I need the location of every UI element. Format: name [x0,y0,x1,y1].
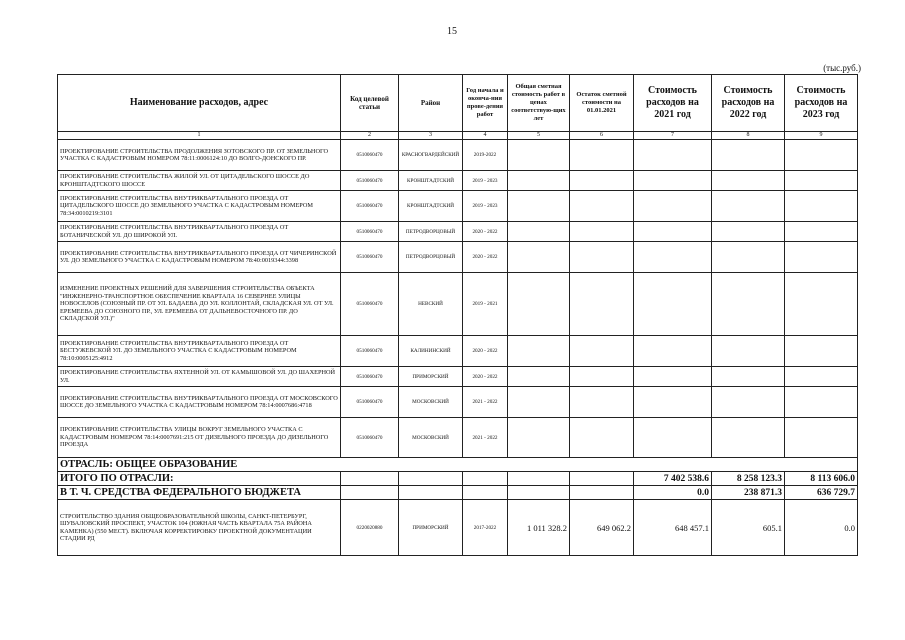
row-cost-2021 [634,242,712,273]
column-number-row [58,132,858,140]
row-balance: 649 062.2 [570,500,634,556]
row-cost-2021 [634,418,712,458]
total-cost-2021: 7 402 538.6 [634,472,712,486]
header-district: Район [399,75,463,132]
column-number: 1 [58,132,341,140]
column-number: 4 [463,132,508,140]
federal-label: В Т. Ч. СРЕДСТВА ФЕДЕРАЛЬНОГО БЮДЖЕТА [58,486,341,500]
row-total [508,140,570,171]
column-number: 9 [785,132,858,140]
column-number: 8 [712,132,785,140]
column-number: 7 [634,132,712,140]
header-total-cost: Общая сметная стоимость работ в ценах соответствую-щих лет [508,75,570,132]
row-district: КАЛИНИНСКИЙ [399,336,463,367]
row-total [508,336,570,367]
row-name: ПРОЕКТИРОВАНИЕ СТРОИТЕЛЬСТВА ВНУТРИКВАРТАЛЬНОГО ПРОЕЗДА ОТ БОТАНИЧЕСКОЙ УЛ. ДО ШИРОКОЙ УЛ. [58,222,341,242]
header-cost-2023: Стоимость расходов на 2023 год [785,75,858,132]
row-years: 2019 - 2023 [463,191,508,222]
row-code: 0510060470 [341,140,399,171]
row-balance [570,171,634,191]
row-balance [570,242,634,273]
row-total [508,367,570,387]
row-name: ПРОЕКТИРОВАНИЕ СТРОИТЕЛЬСТВА ЯХТЕННОЙ УЛ. ОТ КАМЫШОВОЙ УЛ. ДО ШАХЕРНОЙ УЛ. [58,367,341,387]
row-district: ПЕТРОДВОРЦОВЫЙ [399,242,463,273]
row-cost-2023 [785,367,858,387]
row-cost-2022 [712,242,785,273]
row-years: 2017-2022 [463,500,508,556]
row-balance [570,273,634,336]
row-district: МОСКОВСКИЙ [399,387,463,418]
header-balance: Остаток сметной стоимости на 01.01.2021 [570,75,634,132]
row-cost-2021 [634,222,712,242]
row-district: КРАСНОГВАРДЕЙСКИЙ [399,140,463,171]
row-cost-2023 [785,418,858,458]
industry-total-row [58,472,858,486]
row-district: ПРИМОРСКИЙ [399,500,463,556]
row-code: 0220020880 [341,500,399,556]
row-name: ПРОЕКТИРОВАНИЕ СТРОИТЕЛЬСТВА ЖИЛОЙ УЛ. ОТ ЦИТАДЕЛЬСКОГО ШОССЕ ДО КРОНШТАДТСКОГО ШОССЕ [58,171,341,191]
table-row [58,387,858,418]
row-cost-2022: 605.1 [712,500,785,556]
page-number: 15 [447,26,457,37]
federal-cost-2023: 636 729.7 [785,486,858,500]
row-district: МОСКОВСКИЙ [399,418,463,458]
row-cost-2021: 648 457.1 [634,500,712,556]
total-cost-2023: 8 113 606.0 [785,472,858,486]
row-total [508,273,570,336]
row-total [508,242,570,273]
row-cost-2023 [785,140,858,171]
row-balance [570,140,634,171]
row-code: 0510060470 [341,418,399,458]
column-number: 6 [570,132,634,140]
header-name: Наименование расходов, адрес [58,75,341,132]
row-cost-2022 [712,367,785,387]
total-label: ИТОГО ПО ОТРАСЛИ: [58,472,341,486]
row-cost-2023: 0.0 [785,500,858,556]
row-cost-2022 [712,387,785,418]
table-row [58,222,858,242]
row-cost-2023 [785,387,858,418]
industry-row [58,458,858,472]
row-district: КРОНШТАДТСКИЙ [399,191,463,222]
row-balance [570,336,634,367]
row-name: ПРОЕКТИРОВАНИЕ СТРОИТЕЛЬСТВА ВНУТРИКВАРТАЛЬНОГО ПРОЕЗДА ОТ МОСКОВСКОГО ШОССЕ ДО ЗЕМЕЛЬНОГО УЧАСТКА С КАДАСТРОВЫМ НОМЕРОМ 78:14:0007686:4718 [58,387,341,418]
federal-cost-2021: 0.0 [634,486,712,500]
row-cost-2021 [634,336,712,367]
row-district: КРОНШТАДТСКИЙ [399,171,463,191]
row-cost-2021 [634,273,712,336]
header-cost-2021: Стоимость расходов на 2021 год [634,75,712,132]
row-years: 2019 - 2023 [463,171,508,191]
row-name: ПРОЕКТИРОВАНИЕ СТРОИТЕЛЬСТВА УЛИЦЫ ВОКРУГ ЗЕМЕЛЬНОГО УЧАСТКА С КАДАСТРОВЫМ НОМЕРОМ 78:14:0007691:215 ОТ ДИЗЕЛЬНОГО ПРОЕЗДА ДО ДИЗЕЛЬНОГО ПРОЕЗДА [58,418,341,458]
row-years: 2020 - 2022 [463,367,508,387]
row-cost-2023 [785,191,858,222]
row-district: НЕВСКИЙ [399,273,463,336]
header-row [58,75,858,132]
row-name: ИЗМЕНЕНИЕ ПРОЕКТНЫХ РЕШЕНИЙ ДЛЯ ЗАВЕРШЕНИЯ СТРОИТЕЛЬСТВА ОБЪЕКТА "ИНЖЕНЕРНО-ТРАНСПОРТНОЕ ОБЕСПЕЧЕНИЕ КВАРТАЛА 16 СЕВЕРНЕЕ УЛИЦЫ НОВОСЕЛОВ (СОЮЗНЫЙ ПР. ОТ УЛ. БАДАЕВА ДО УЛ. КОЛЛОНТАЙ, СКЛАДСКАЯ УЛ. ОТ УЛ. ЕРЕМЕЕВА ДО СОЮЗНОГО ПР., УЛ. ЕРЕМЕЕВА ОТ ДАЛЬНЕВОСТОЧНОГО ПР. ДО СКЛАДСКОЙ УЛ.)" [58,273,341,336]
column-number: 2 [341,132,399,140]
row-total [508,418,570,458]
budget-table [57,74,858,556]
total-cost-2022: 8 258 123.3 [712,472,785,486]
row-code: 0510060470 [341,191,399,222]
row-code: 0510060470 [341,367,399,387]
row-code: 0510060470 [341,242,399,273]
row-cost-2023 [785,222,858,242]
column-number: 5 [508,132,570,140]
row-cost-2023 [785,273,858,336]
row-total: 1 011 328.2 [508,500,570,556]
table-row [58,191,858,222]
table-row [58,140,858,171]
row-cost-2021 [634,387,712,418]
row-code: 0510060470 [341,171,399,191]
row-years: 2020 - 2022 [463,222,508,242]
row-code: 0510060470 [341,336,399,367]
row-years: 2019-2022 [463,140,508,171]
column-number: 3 [399,132,463,140]
table-row [58,242,858,273]
row-name: ПРОЕКТИРОВАНИЕ СТРОИТЕЛЬСТВА ВНУТРИКВАРТАЛЬНОГО ПРОЕЗДА ОТ ЦИТАДЕЛЬСКОГО ШОССЕ ДО ЗЕМЕЛЬНОГО УЧАСТКА С КАДАСТРОВЫМ НОМЕРОМ 78:34:0010219:3101 [58,191,341,222]
row-cost-2022 [712,336,785,367]
units-label: (тыс.руб.) [823,63,861,73]
row-name: СТРОИТЕЛЬСТВО ЗДАНИЯ ОБЩЕОБРАЗОВАТЕЛЬНОЙ ШКОЛЫ, САНКТ-ПЕТЕРБУРГ, ШУВАЛОВСКИЙ ПРОСПЕКТ, УЧАСТОК 104 (ЮЖНАЯ ЧАСТЬ КВАРТАЛА 75А РАЙОНА КАМЕНКА) (550 МЕСТ). ВКЛЮЧАЯ КОРРЕКТИРОВКУ ПРОЕКТНОЙ ДОКУМЕНТАЦИИ СТАДИИ РД [58,500,341,556]
row-total [508,222,570,242]
row-years: 2019 - 2021 [463,273,508,336]
industry-label: ОТРАСЛЬ: ОБЩЕЕ ОБРАЗОВАНИЕ [58,458,858,472]
row-code: 0510060470 [341,387,399,418]
row-cost-2021 [634,191,712,222]
row-name: ПРОЕКТИРОВАНИЕ СТРОИТЕЛЬСТВА ПРОДОЛЖЕНИЯ ЗОТОВСКОГО ПР. ОТ ЗЕМЕЛЬНОГО УЧАСТКА С КАДАСТРОВЫМ НОМЕРОМ 78:11:0006124:10 ДО ВОЛГО-ДОНСКОГО ПР. [58,140,341,171]
header-cost-2022: Стоимость расходов на 2022 год [712,75,785,132]
row-cost-2021 [634,140,712,171]
row-total [508,191,570,222]
header-code: Код целевой статьи [341,75,399,132]
row-cost-2022 [712,191,785,222]
row-total [508,387,570,418]
row-cost-2022 [712,273,785,336]
row-cost-2023 [785,336,858,367]
header-years: Год начала и оконча-ния прове-дения работ [463,75,508,132]
row-cost-2021 [634,367,712,387]
row-code: 0510060470 [341,222,399,242]
row-cost-2021 [634,171,712,191]
row-cost-2022 [712,222,785,242]
row-cost-2023 [785,171,858,191]
table-row [58,336,858,367]
row-district: ПЕТРОДВОРЦОВЫЙ [399,222,463,242]
row-code: 0510060470 [341,273,399,336]
row-cost-2022 [712,418,785,458]
row-district: ПРИМОРСКИЙ [399,367,463,387]
row-balance [570,222,634,242]
row-years: 2021 - 2022 [463,418,508,458]
federal-budget-row [58,486,858,500]
row-cost-2022 [712,140,785,171]
row-balance [570,367,634,387]
table-row [58,500,858,556]
row-years: 2020 - 2022 [463,336,508,367]
table-row [58,273,858,336]
row-balance [570,418,634,458]
row-balance [570,387,634,418]
row-name: ПРОЕКТИРОВАНИЕ СТРОИТЕЛЬСТВА ВНУТРИКВАРТАЛЬНОГО ПРОЕЗДА ОТ БЕСТУЖЕВСКОЙ УЛ. ДО ЗЕМЕЛЬНОГО УЧАСТКА С КАДАСТРОВЫМ НОМЕРОМ 78:10:0005125:4912 [58,336,341,367]
row-balance [570,191,634,222]
row-years: 2021 - 2022 [463,387,508,418]
row-years: 2020 - 2022 [463,242,508,273]
table-row [58,367,858,387]
table-row [58,171,858,191]
row-total [508,171,570,191]
row-cost-2022 [712,171,785,191]
table-row [58,418,858,458]
row-cost-2023 [785,242,858,273]
row-name: ПРОЕКТИРОВАНИЕ СТРОИТЕЛЬСТВА ВНУТРИКВАРТАЛЬНОГО ПРОЕЗДА ОТ ЧИЧЕРИНСКОЙ УЛ. ДО ЗЕМЕЛЬНОГО УЧАСТКА С КАДАСТРОВЫМ НОМЕРОМ 78:40:0019344:3398 [58,242,341,273]
federal-cost-2022: 238 871.3 [712,486,785,500]
